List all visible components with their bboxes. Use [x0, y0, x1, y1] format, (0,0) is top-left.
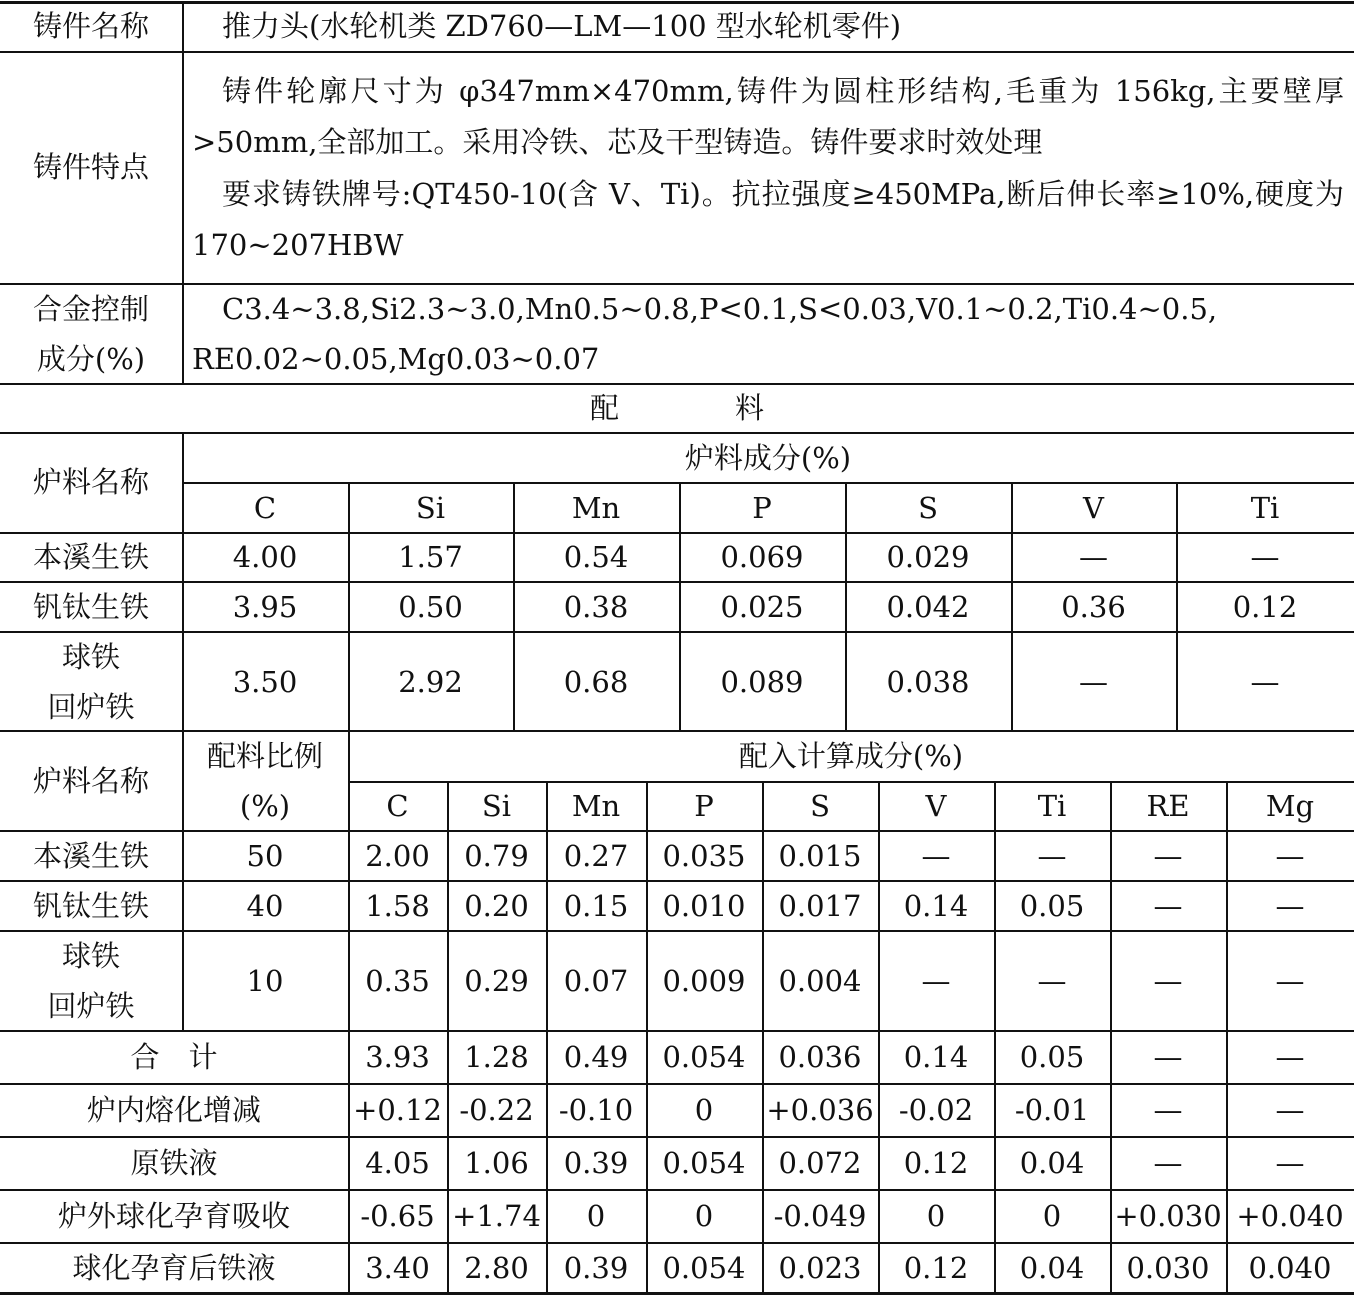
summary-cell: 0.072 [778, 1146, 862, 1180]
rule [0, 730, 1354, 732]
summary-cell: 0.39 [563, 1146, 629, 1180]
calc-cell: — [1037, 964, 1067, 998]
summary-cell: 0.05 [1019, 1040, 1085, 1074]
alloy-label-line-1: 合金控制 [32, 292, 149, 326]
summary-cell: -0.65 [360, 1199, 435, 1233]
summary-cell: +0.036 [766, 1093, 874, 1127]
rule [348, 781, 1354, 783]
calc-col-header: Si [481, 789, 512, 823]
charge-cell: 0.68 [563, 665, 629, 699]
rule [0, 830, 1354, 832]
charge-col-header: Ti [1250, 491, 1280, 525]
calc-col-header: Mg [1265, 789, 1315, 823]
summary-cell: -0.22 [459, 1093, 534, 1127]
charge-cell: — [1079, 665, 1108, 699]
summary-label: 合 计 [130, 1040, 218, 1074]
casting-name-value: 推力头(水轮机类 ZD760—LM—100 型水轮机零件) [222, 9, 902, 43]
rule [0, 880, 1354, 882]
summary-cell: 0.054 [662, 1146, 746, 1180]
calc-cell: 0.29 [464, 964, 529, 998]
summary-cell: — [1153, 1093, 1183, 1127]
rule [0, 1242, 1354, 1244]
summary-cell: — [1275, 1146, 1305, 1180]
charge-cell: 0.029 [886, 540, 970, 574]
calc-cell: 0.035 [662, 839, 746, 873]
rule [0, 930, 1354, 932]
calc-cell: — [1153, 889, 1183, 923]
calc-cell: 0.010 [662, 889, 746, 923]
summary-cell: 1.28 [464, 1040, 529, 1074]
summary-cell: 0.12 [903, 1251, 969, 1285]
charge-cell: 3.50 [232, 665, 298, 699]
charge-col-header: C [253, 491, 277, 525]
calc-col-header: V [925, 789, 947, 823]
summary-cell: 0.030 [1126, 1251, 1210, 1285]
alloy-composition-line-1: C3.4~3.8,Si2.3~3.0,Mn0.5~0.8,P<0.1,S<0.03,V0.1~0.2,Ti0.4~0.5, [222, 292, 1218, 326]
casting-features-label: 铸件特点 [32, 150, 149, 184]
rule [0, 283, 1354, 285]
summary-cell: 1.06 [464, 1146, 529, 1180]
charge-row-name: 本溪生铁 [32, 540, 149, 574]
calc-cell: 0.79 [464, 839, 529, 873]
calc-row-name: 钒钛生铁 [32, 889, 149, 923]
summary-cell: 0 [694, 1199, 714, 1233]
calc-cell: — [1153, 839, 1183, 873]
casting-name-label: 铸件名称 [32, 9, 149, 43]
rule-v [182, 1, 184, 383]
alloy-composition-line-2: RE0.02~0.05,Mg0.03~0.07 [192, 342, 600, 376]
calc-cell: 0.14 [903, 889, 969, 923]
charge-col-header: Si [415, 491, 446, 525]
charge-composition-header: 炉料成分(%) [684, 441, 852, 475]
casting-features-paragraph-2: 要求铸铁牌号:QT450-10(含 V、Ti)。抗拉强度≥450MPa,断后伸长率≥10%,硬度为 170~207HBW [192, 177, 1344, 262]
charge-cell: 0.12 [1232, 590, 1298, 624]
calc-cell: 0.05 [1019, 889, 1085, 923]
rule [0, 532, 1354, 534]
charge-cell: 4.00 [232, 540, 298, 574]
charge-cell: 0.54 [563, 540, 629, 574]
calc-cell: 0.009 [662, 964, 746, 998]
charge-row-name: 钒钛生铁 [32, 590, 149, 624]
charge-cell: 0.50 [398, 590, 463, 624]
summary-cell: 0 [926, 1199, 946, 1233]
calc-row-ratio: 10 [246, 964, 284, 998]
summary-cell: 0.04 [1019, 1251, 1085, 1285]
summary-cell: +1.74 [452, 1199, 541, 1233]
charge-col-header: Mn [571, 491, 621, 525]
calc-col-header: Mn [571, 789, 621, 823]
calc-row-ratio: 50 [246, 839, 284, 873]
rule [0, 1030, 1354, 1032]
charge-cell: — [1079, 540, 1108, 574]
summary-cell: 0 [586, 1199, 606, 1233]
rule-top [0, 1, 1354, 4]
rule [0, 1189, 1354, 1191]
rule [0, 1136, 1354, 1138]
charge-cell: — [1250, 540, 1280, 574]
summary-cell: 4.05 [365, 1146, 430, 1180]
charge-row-name-line-1: 球铁 [61, 640, 120, 674]
summary-cell: -0.02 [898, 1093, 974, 1127]
summary-cell: 2.80 [464, 1251, 529, 1285]
calc-cell: 0.004 [778, 964, 862, 998]
charge-cell: 0.089 [720, 665, 804, 699]
summary-cell: +0.030 [1114, 1199, 1222, 1233]
calc-cell: 0.20 [464, 889, 529, 923]
calc-cell: 1.58 [365, 889, 430, 923]
summary-cell: 0.04 [1019, 1146, 1085, 1180]
calc-col-header: RE [1146, 789, 1190, 823]
charge-cell: 0.025 [720, 590, 804, 624]
summary-cell: 0.054 [662, 1251, 746, 1285]
summary-label: 炉内熔化增减 [86, 1093, 261, 1127]
rule [0, 383, 1354, 385]
section-title: 配 料 [589, 391, 764, 425]
calc-col-header: P [694, 789, 714, 823]
charge-col-header: V [1083, 491, 1104, 525]
calc-cell: — [1275, 964, 1305, 998]
calc-cell: 0.35 [365, 964, 430, 998]
summary-cell: — [1275, 1040, 1305, 1074]
calc-ratio-header-line-2: (%) [239, 789, 291, 823]
calc-row-name-line-1: 球铁 [61, 939, 120, 973]
casting-features-paragraph-1: 铸件轮廓尺寸为 φ347mm×470mm,铸件为圆柱形结构,毛重为 156kg,主要壁厚>50mm,全部加工。采用冷铁、芯及干型铸造。铸件要求时效处理 [192, 74, 1344, 159]
summary-label: 球化孕育后铁液 [72, 1251, 276, 1285]
calc-composition-header: 配入计算成分(%) [738, 739, 964, 773]
charge-cell: 0.36 [1061, 590, 1126, 624]
calc-name-header: 炉料名称 [32, 764, 149, 798]
summary-cell: +0.040 [1236, 1199, 1344, 1233]
charge-cell: 2.92 [398, 665, 463, 699]
summary-cell: — [1153, 1146, 1183, 1180]
charge-cell: 3.95 [232, 590, 298, 624]
rule [0, 581, 1354, 583]
calc-cell: — [1037, 839, 1067, 873]
summary-cell: 0.040 [1248, 1251, 1332, 1285]
charge-cell: 0.038 [886, 665, 970, 699]
summary-cell: 3.40 [365, 1251, 430, 1285]
calc-col-header: Ti [1037, 789, 1067, 823]
summary-cell: 0.036 [778, 1040, 862, 1074]
summary-cell: 3.93 [365, 1040, 430, 1074]
rule [182, 482, 1354, 484]
alloy-label-line-2: 成分(%) [36, 342, 146, 376]
calc-cell: 0.07 [563, 964, 629, 998]
summary-label: 炉外球化孕育吸收 [57, 1199, 290, 1233]
charge-col-header: P [752, 491, 772, 525]
summary-cell: +0.12 [353, 1093, 442, 1127]
calc-cell: 0.15 [563, 889, 629, 923]
summary-cell: 0.023 [778, 1251, 862, 1285]
calc-ratio-header-line-1: 配料比例 [206, 739, 323, 773]
calc-row-name: 本溪生铁 [32, 839, 149, 873]
summary-cell: 0 [1042, 1199, 1062, 1233]
rule [0, 51, 1354, 53]
charge-col-header: S [918, 491, 938, 525]
summary-label: 原铁液 [130, 1146, 218, 1180]
summary-cell: 0.12 [903, 1146, 969, 1180]
summary-cell: 0.49 [563, 1040, 629, 1074]
charge-name-header: 炉料名称 [32, 465, 149, 499]
summary-cell: -0.10 [558, 1093, 634, 1127]
calc-cell: — [1275, 839, 1305, 873]
calc-col-header: S [810, 789, 830, 823]
rule [0, 432, 1354, 434]
summary-cell: -0.049 [773, 1199, 867, 1233]
calc-cell: 0.27 [563, 839, 629, 873]
charge-row-name-line-2: 回炉铁 [47, 690, 135, 724]
summary-cell: 0.054 [662, 1040, 746, 1074]
summary-cell: — [1275, 1093, 1305, 1127]
charge-cell: — [1250, 665, 1280, 699]
summary-cell: 0.14 [903, 1040, 969, 1074]
rule [0, 1083, 1354, 1085]
summary-cell: 0 [694, 1093, 714, 1127]
charge-cell: 0.069 [720, 540, 804, 574]
charge-cell: 0.38 [563, 590, 629, 624]
calc-cell: 0.017 [778, 889, 862, 923]
charge-cell: 0.042 [886, 590, 970, 624]
calc-cell: 0.015 [778, 839, 862, 873]
summary-cell: -0.01 [1014, 1093, 1090, 1127]
calc-cell: — [1153, 964, 1183, 998]
summary-cell: — [1153, 1040, 1183, 1074]
rule [0, 631, 1354, 633]
calc-row-name-line-2: 回炉铁 [47, 989, 135, 1023]
calc-cell: — [1275, 889, 1305, 923]
calc-cell: — [921, 964, 951, 998]
calc-cell: — [921, 839, 951, 873]
calc-col-header: C [386, 789, 409, 823]
summary-cell: 0.39 [563, 1251, 629, 1285]
charge-cell: 1.57 [398, 540, 463, 574]
calc-row-ratio: 40 [246, 889, 284, 923]
rule-bottom [0, 1292, 1354, 1295]
calc-cell: 2.00 [365, 839, 430, 873]
